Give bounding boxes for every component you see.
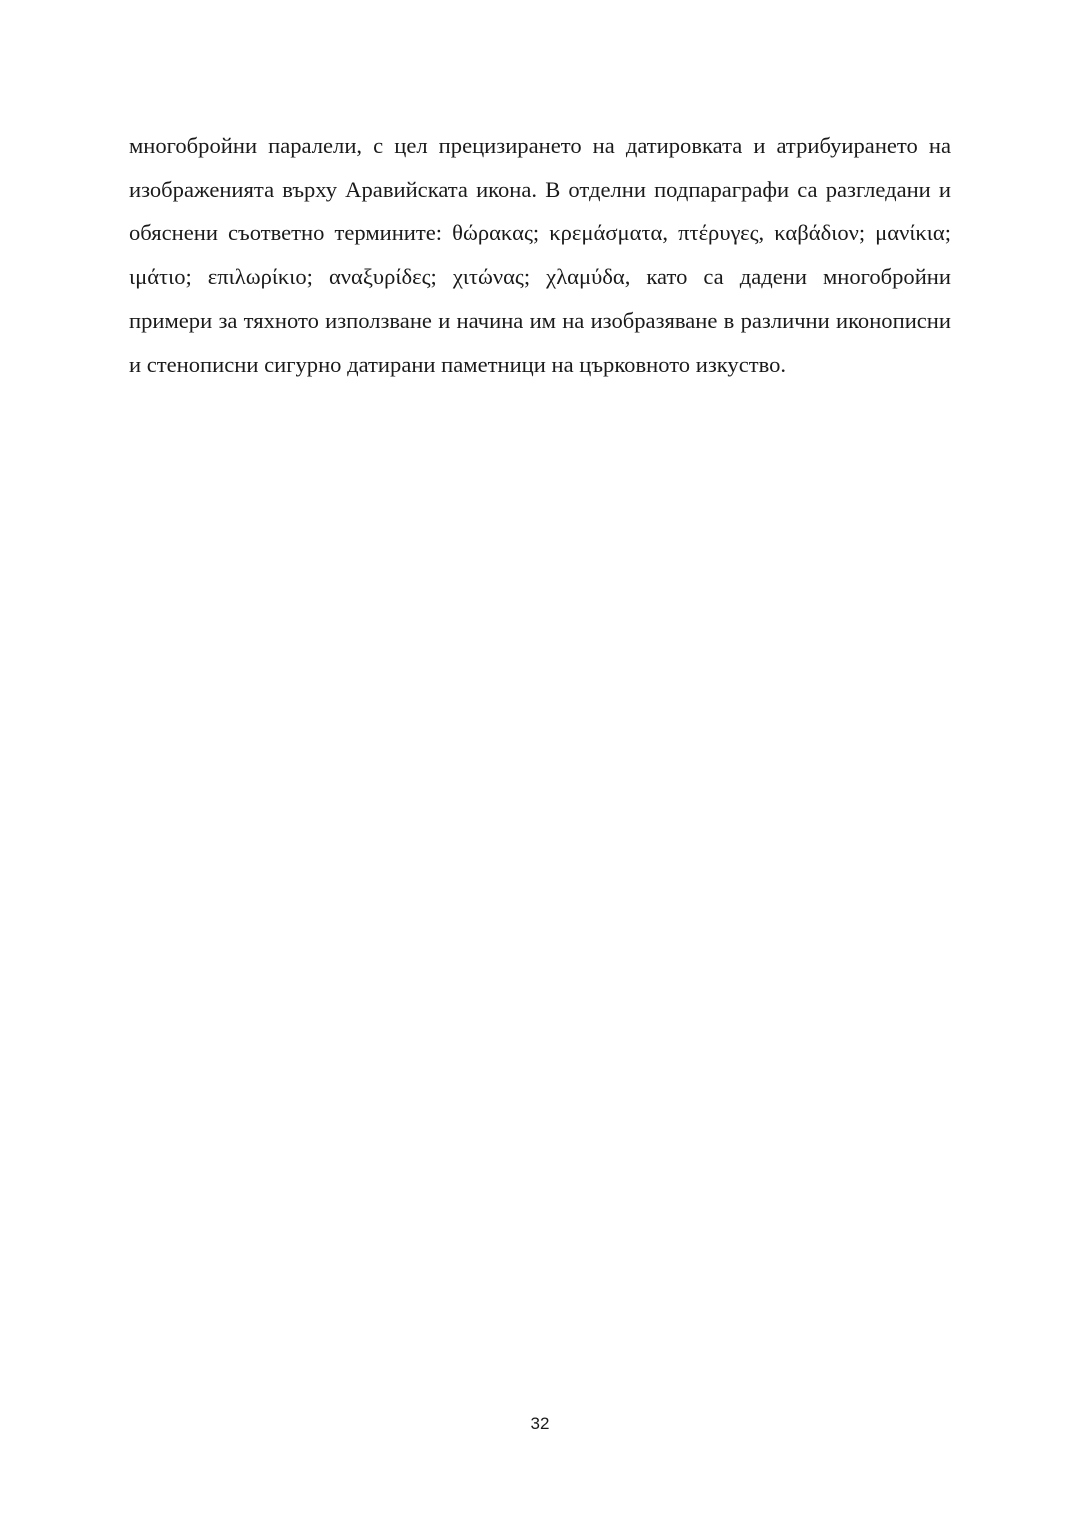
body-paragraph: многобройни паралели, с цел прецизирането на датировката и атрибуирането на изображенията върху Аравийската икона. В отделни подпараграфи са разгледани и обяснени съответно термините: θώρακας; κρεμάσματα, πτέρυγες, καβάδιον; μανίκια; ιμάτιο; επιλωρίκιο; αναξυρίδες; χιτώνας; χλαμύδα, като са дадени многобройни примери за тяхното използване и начина им на изобразяване в различни иконописни и стенописни сигурно датирани паметници на църковното изкуство. — [129, 133, 951, 377]
page-number: 32 — [530, 1414, 550, 1433]
